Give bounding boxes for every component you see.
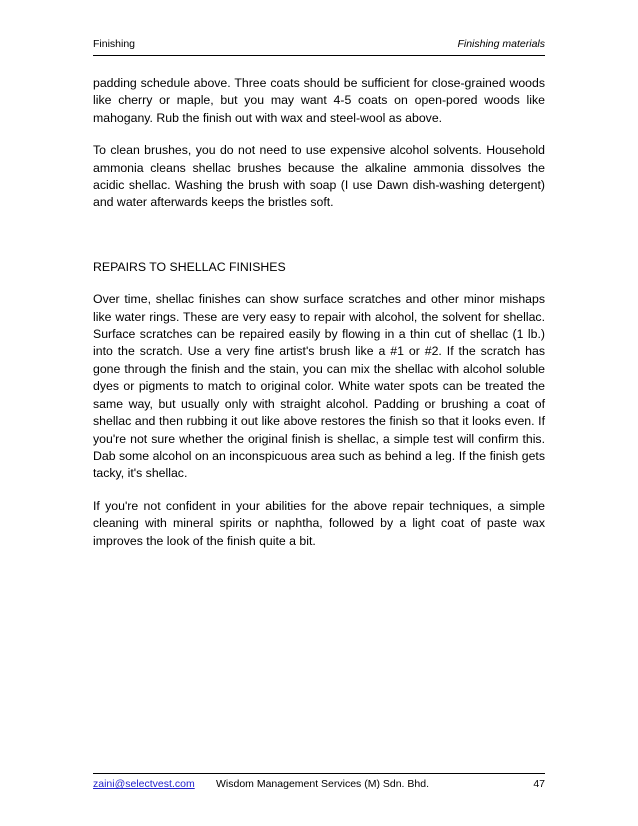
body-paragraph: To clean brushes, you do not need to use expensive alcohol solvents. Household ammonia cleans shellac brushes because the alkaline ammonia dissolves the acidic shellac. Washing the brush with soap (I use Dawn dish-washing detergent) and water afterwards keeps the bristles soft. [93,143,545,210]
body-paragraph: If you're not confident in your abilities for the above repair techniques, a simple cleaning with mineral spirits or naphtha, followed by a light coat of paste wax improves the look of the finish quite a bit. [93,498,545,548]
header-chapter-title: Finishing materials [457,38,545,50]
footer-email-link[interactable]: zaini@selectvest.com [93,778,195,790]
body-paragraph: Over time, shellac finishes can show surface scratches and other minor mishaps like water rings. These are very easy to repair with alcohol, the solvent for shellac. Surface scratches can be repaired easily by flowing in a thin cut of shellac (1 lb.) into the scratch. Use a very fine artist's brush like a #1 or #2. If the scratch has gone through the finish and the stain, you can mix the shellac with alcohol soluble dyes or pigments to match to original color. White water spots can be treated the same way, but usually only with straight alcohol. Padding or brushing a coat of shellac and then rubbing it out like above restores the finish so that it looks even. If you're not sure whether the original finish is shellac, a simple test will confirm this. Dab some alcohol on an inconspicuous area such as behind a leg. If the finish gets tacky, it's shellac. [93,292,545,481]
header-section-title: Finishing [93,38,136,50]
page-body [93,75,545,550]
section-heading: REPAIRS TO SHELLAC FINISHES [93,259,286,274]
footer-divider [93,773,545,774]
header-divider [93,55,545,56]
body-paragraph: padding schedule above. Three coats should be sufficient for close-grained woods like cherry or maple, but you may want 4-5 coats on open-pored woods like mahogany. Rub the finish out with wax and steel-wool as above. [93,76,545,125]
page-number: 47 [533,778,545,790]
footer-company-name: Wisdom Management Services (M) Sdn. Bhd. [216,778,429,790]
